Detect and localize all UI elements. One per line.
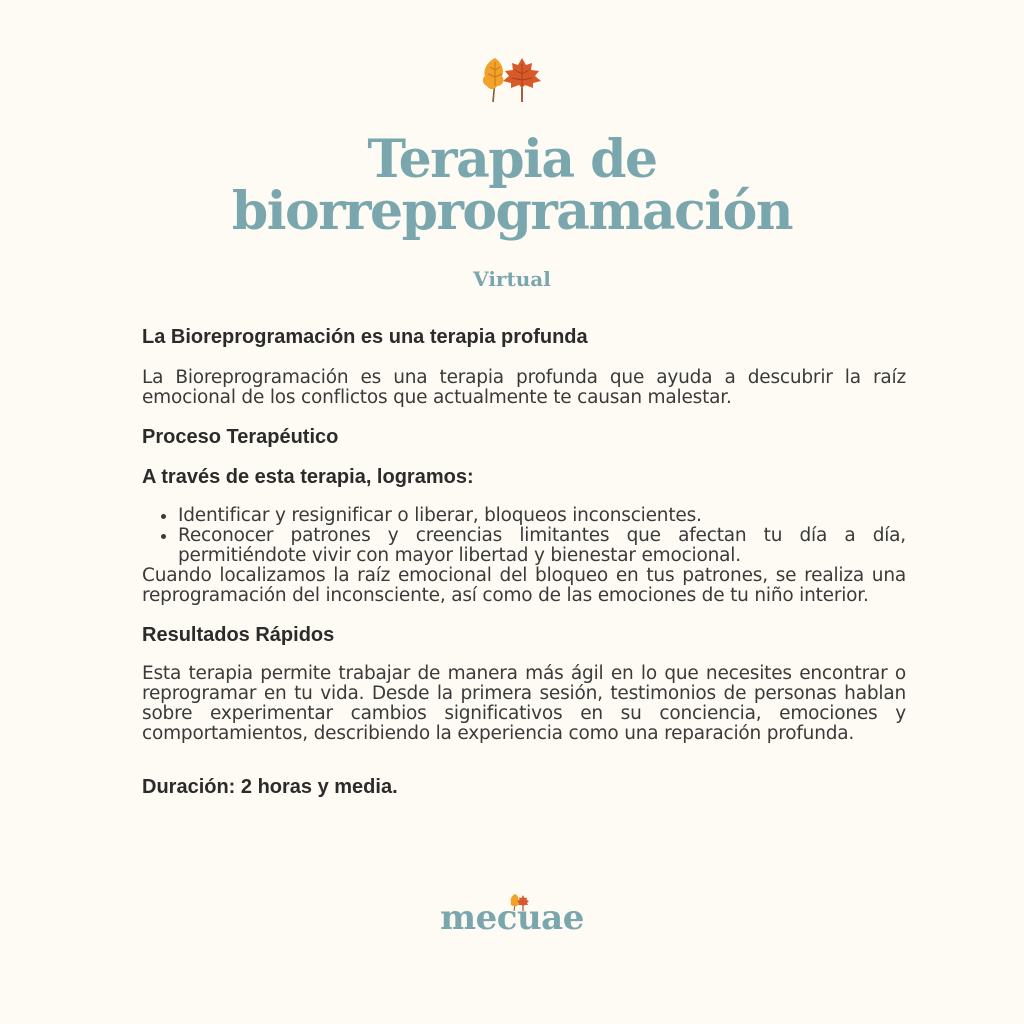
main-content bbox=[142, 326, 906, 798]
benefits-list bbox=[142, 506, 906, 566]
logramos-heading: A través de esta terapia, logramos: bbox=[142, 466, 474, 488]
cuando-paragraph: Cuando localizamos la raíz emocional del bloqueo en tus patrones, se realiza una reprogramación del inconsciente, así como de las emociones de tu niño interior. bbox=[142, 565, 906, 606]
page-subtitle: Virtual bbox=[473, 267, 551, 291]
duracion-text: Duración: 2 horas y media. bbox=[142, 776, 398, 798]
list-item: • Identificar y resignificar o liberar, bloqueos inconscientes. bbox=[178, 506, 906, 526]
brand-name: mecuae bbox=[440, 898, 584, 938]
page-title: Terapia de biorreprogramación bbox=[231, 129, 793, 242]
intro-heading: La Bioreprogramación es una terapia profunda bbox=[142, 326, 588, 348]
intro-paragraph: La Bioreprogramación es una terapia profunda que ayuda a descubrir la raíz emocional de los conflictos que actualmente te causan malestar. bbox=[142, 367, 906, 408]
proceso-heading: Proceso Terapéutico bbox=[142, 426, 339, 448]
autumn-leaves-icon bbox=[479, 54, 545, 104]
brand-logo bbox=[412, 892, 612, 942]
resultados-paragraph: Esta terapia permite trabajar de manera más ágil en lo que necesites encontrar o reprogramar en tu vida. Desde la primera sesión, testimonios de personas hablan sobre experimentar cambios significativos en su conciencia, emociones y comportamientos, describiendo la experiencia como una reparación profunda. bbox=[142, 663, 906, 744]
list-item: • Reconocer patrones y creencias limitantes que afectan tu día a día, permitiéndote vivir con mayor libertad y bienestar emocional. bbox=[178, 526, 906, 566]
resultados-heading: Resultados Rápidos bbox=[142, 624, 335, 646]
